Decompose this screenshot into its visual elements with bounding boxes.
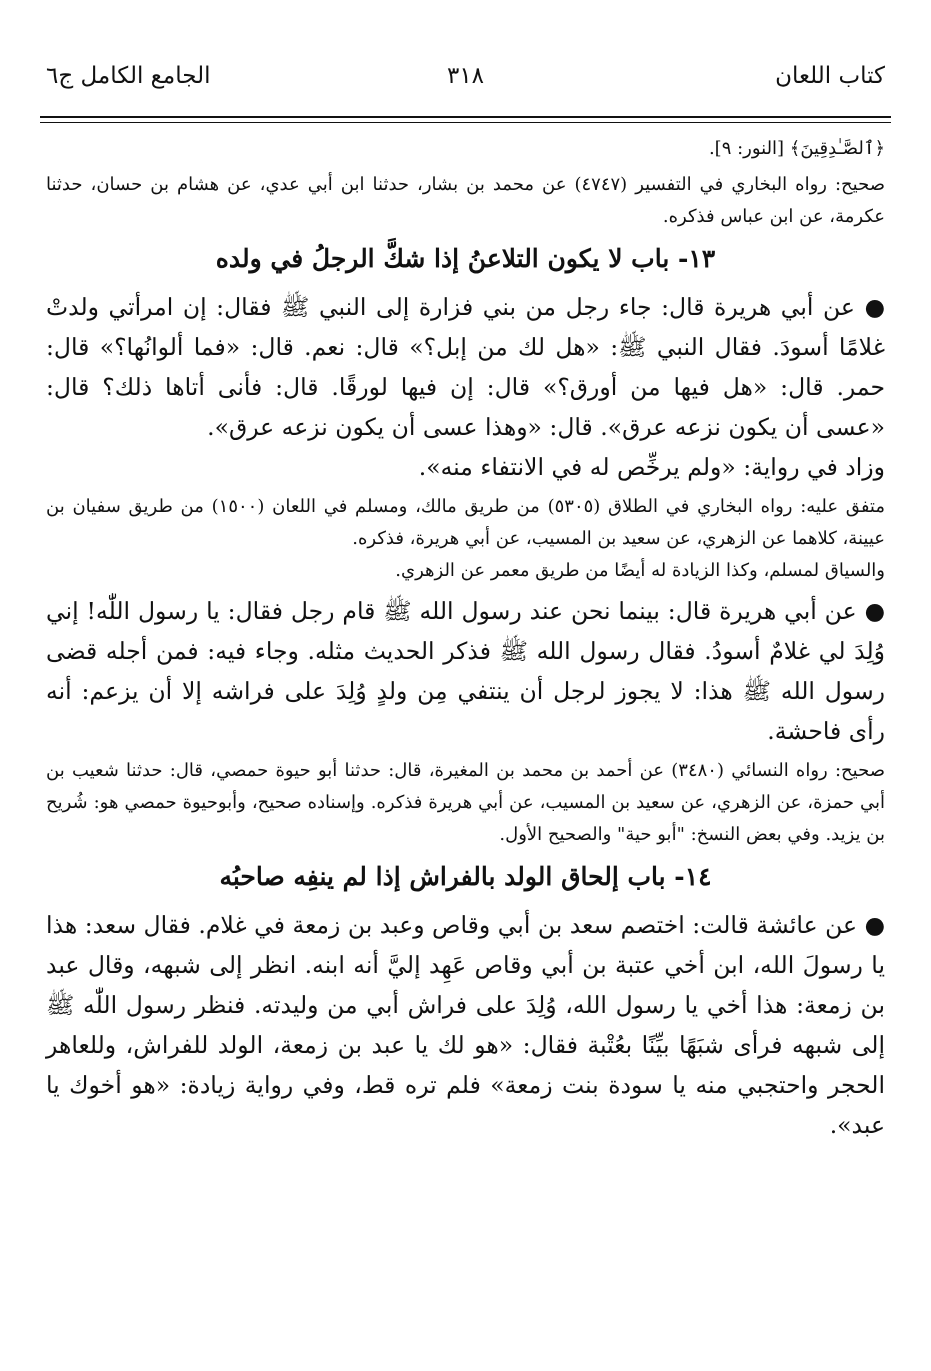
book-title: كتاب اللعان xyxy=(775,63,885,89)
takhrij-note: صحيح: رواه البخاري في التفسير (٤٧٤٧) عن محمد بن بشار، حدثنا ابن أبي عدي، عن هشام بن حسان، حدثنا عكرمة، عن ابن عباس فذكره. xyxy=(46,174,885,227)
page-header xyxy=(44,60,887,100)
chapter-heading: ١٤- باب إلحاق الولد بالفراش إذا لم ينفِه صاحبُه xyxy=(219,862,712,891)
quran-verse-ending: ﴿ٱلصَّـٰدِقِينَ﴾ [النور: ٩]. xyxy=(708,138,885,159)
collection-title: الجامع الكامل ج٦ xyxy=(46,63,211,89)
hadith-addition: وزاد في رواية: «ولم يرخِّص له في الانتفاء منه». xyxy=(418,453,885,481)
header-rule-thick xyxy=(40,116,891,118)
hadith-text: ● عن عائشة قالت: اختصم سعد بن أبي وقاص وعبد بن زمعة في غلام. فقال سعد: هذا يا رسولَ الله، ابن أخي عتبة بن أبي وقاص عَهِد إليَّ أنه ابنه. انظر إلى شبهه، وقال عبد بن زمعة: هذا أخي يا رسول الله، وُلِدَ على فراش أبي من وليدته. فنظر رسول اللّٰه ﷺ إلى شبهه فرأى شبَهًا بيِّنًا بعُتْبة فقال: «هو لك يا عبد بن زمعة، الولد للفراش، وللعاهر الحجر واحتجبي منه يا سودة بنت زمعة» فلم تره قط، وفي رواية زيادة: «هو أخوك يا عبد». xyxy=(46,911,885,1139)
takhrij-note: متفق عليه: رواه البخاري في الطلاق (٥٣٠٥) من طريق مالك، ومسلم في اللعان (١٥٠٠) من طريق سفيان بن عيينة، كلاهما عن الزهري، عن سعيد بن المسيب، عن أبي هريرة، فذكره. xyxy=(46,496,886,549)
hadith-text: ● عن أبي هريرة قال: جاء رجل من بني فزارة إلى النبي ﷺ فقال: إن امرأتي ولدتْ غلامًا أسودَ. فقال النبي ﷺ: «هل لك من إبل؟» قال: نعم. قال: «فما ألوانُها؟» قال: حمر. قال: «هل فيها من أورق؟» قال: إن فيها لورقًا. قال: فأنى أتاها ذلك؟ قال: «عسى أن يكون نزعه عرق». قال: «وهذا عسى أن يكون نزعه عرق». xyxy=(46,293,885,441)
page-content xyxy=(46,133,885,1145)
hadith-text: ● عن أبي هريرة قال: بينما نحن عند رسول الله ﷺ قام رجل فقال: يا رسول اللّٰه! إني وُلِدَ لي غلامٌ أسودُ. فقال رسول الله ﷺ فذكر الحديث مثله. وجاء فيه: فمن أجله قضى رسول الله ﷺ هذا: لا يجوز لرجل أن ينتفي مِن ولدٍ وُلِدَ على فراشه إلا أن يزعم: أنه رأى فاحشة. xyxy=(46,597,885,745)
page-number: ٣١٨ xyxy=(446,63,485,89)
takhrij-note: والسياق لمسلم، وكذا الزيادة له أيضًا من طريق معمر عن الزهري. xyxy=(395,560,885,581)
chapter-heading: ١٣- باب لا يكون التلاعنُ إذا شكَّ الرجلُ في ولده xyxy=(215,244,716,273)
header-rule-thin xyxy=(40,122,891,123)
takhrij-note: صحيح: رواه النسائي (٣٤٨٠) عن أحمد بن محمد بن المغيرة، قال: حدثنا أبو حيوة حمصي، قال: حدثنا شعيب بن أبي حمزة، عن الزهري، عن سعيد بن المسيب، عن أبي هريرة فذكره. وإسناده صحيح، وأبوحيوة حمصي هو: شُريح بن يزيد. وفي بعض النسخ: "أبو حية" والصحيح الأول. xyxy=(46,760,886,845)
